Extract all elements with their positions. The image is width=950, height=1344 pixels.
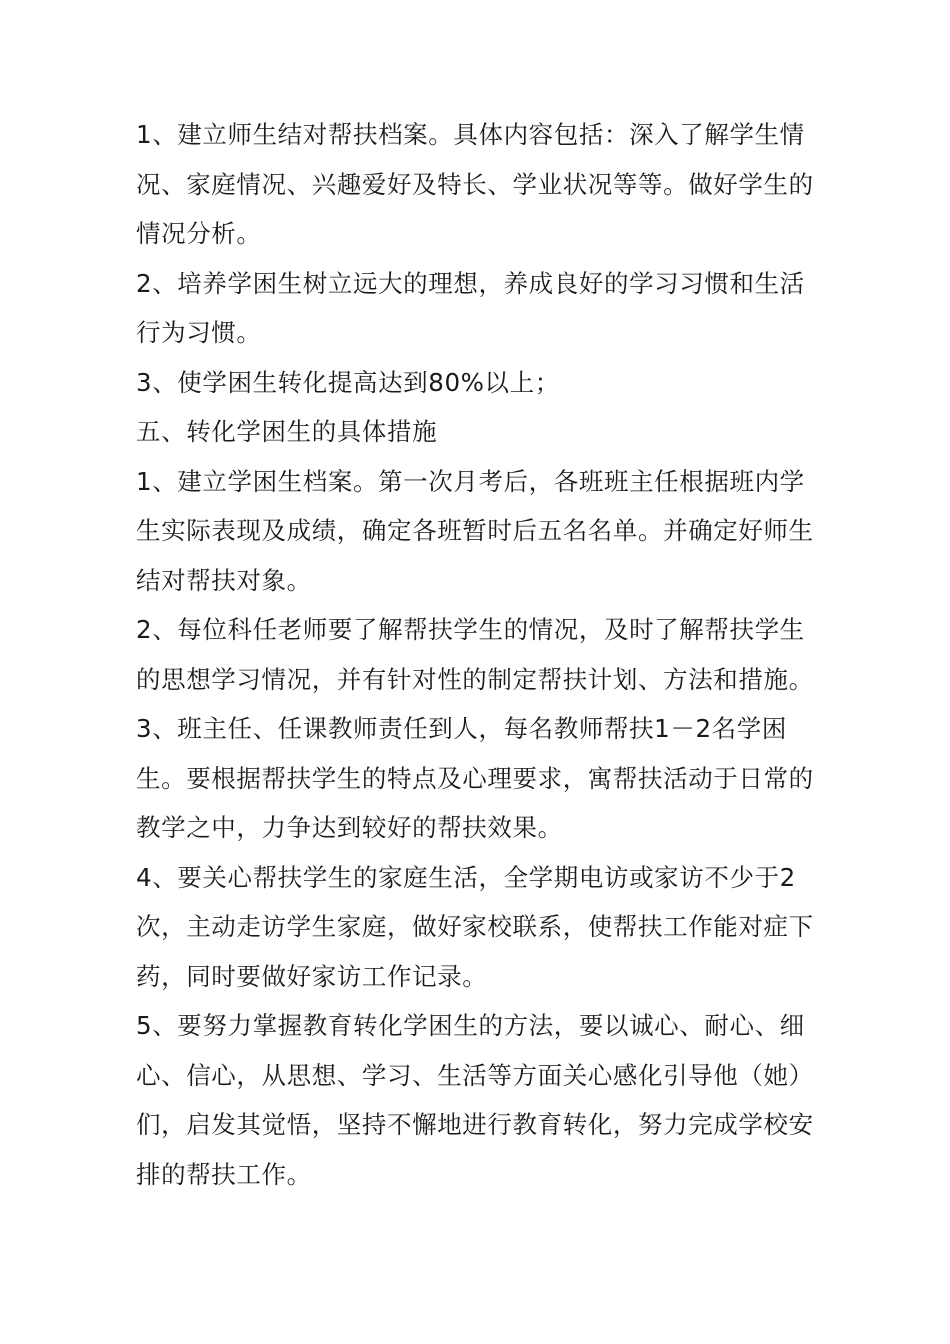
paragraph-measure-1: 1、建立学困生档案。第一次月考后，各班班主任根据班内学生实际表现及成绩，确定各班暂时后五名名单。并确定好师生结对帮扶对象。 <box>136 466 814 595</box>
paragraph-goal-2: 2、培养学困生树立远大的理想，养成良好的学习习惯和生活行为习惯。 <box>136 268 805 347</box>
paragraph-measure-3: 3、班主任、任课教师责任到人，每名教师帮扶1－2名学困生。要根据帮扶学生的特点及心理要求，寓帮扶活动于日常的教学之中，力争达到较好的帮扶效果。 <box>136 714 814 842</box>
section-heading: 五、转化学困生的具体措施 <box>136 417 438 446</box>
paragraph-goal-3: 3、使学困生转化提高达到80%以上； <box>136 367 560 397</box>
document-body <box>136 110 826 1199</box>
paragraph-measure-5: 5、要努力掌握教育转化学困生的方法，要以诚心、耐心、细心、信心，从思想、学习、生活等方面关心感化引导他（她）们，启发其觉悟，坚持不懈地进行教育转化，努力完成学校安排的帮扶工作。 <box>136 1011 814 1189</box>
paragraph-measure-4: 4、要关心帮扶学生的家庭生活，全学期电访或家访不少于2次，主动走访学生家庭，做好家校联系，使帮扶工作能对症下药，同时要做好家访工作记录。 <box>136 862 814 991</box>
paragraph-goal-1: 1、建立师生结对帮扶档案。具体内容包括：深入了解学生情况、家庭情况、兴趣爱好及特长、学业状况等等。做好学生的情况分析。 <box>136 120 814 248</box>
paragraph-measure-2: 2、每位科任老师要了解帮扶学生的情况，及时了解帮扶学生的思想学习情况，并有针对性的制定帮扶计划、方法和措施。 <box>136 615 814 694</box>
